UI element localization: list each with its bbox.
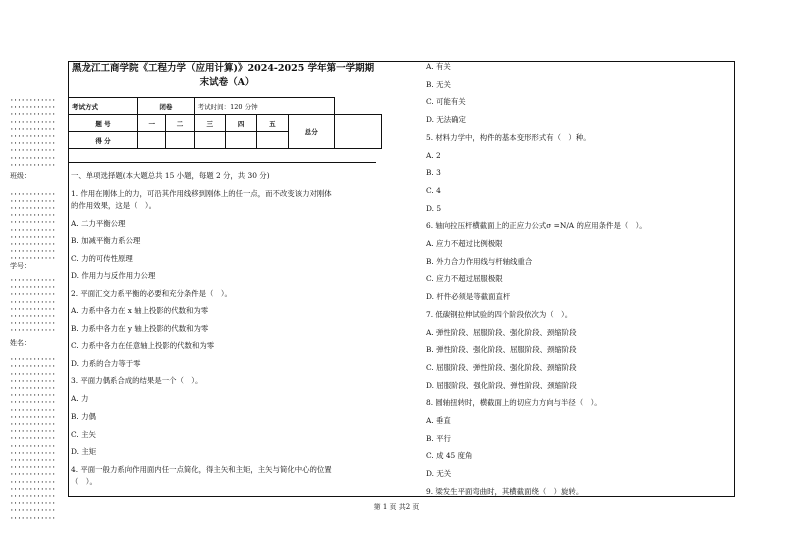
question-line: D. 杆件必须是等截面直杆	[426, 292, 511, 302]
exam-info-table	[68, 97, 382, 149]
question-line: C. 成 45 度角	[426, 451, 473, 461]
dotted-cut-line: ············	[10, 320, 56, 328]
question-line: 4. 平面一般力系向作用面内任一点简化，得主矢和主矩，主矢与简化中心的位置	[71, 465, 332, 474]
dotted-cut-line: ············	[10, 485, 56, 493]
exam-mode-label: 考试方式	[69, 98, 138, 115]
question-line: 7. 低碳钢拉伸试验的四个阶段依次为（ ）。	[426, 309, 573, 319]
question-line: D. 无关	[426, 469, 452, 479]
dotted-cut-line: ············	[10, 111, 56, 119]
score-label: 得 分	[69, 132, 138, 149]
question-line: 2. 平面汇交力系平衡的必要和充分条件是（ ）。	[71, 289, 232, 298]
exam-mode-value: 闭卷	[138, 98, 195, 115]
total-label: 总分	[288, 115, 335, 149]
question-line: C. 屈服阶段、弹性阶段、强化阶段、颈缩阶段	[426, 362, 577, 372]
page-footer: 第 1 页 共2 页	[373, 503, 420, 511]
question-line: A. 有关	[426, 62, 451, 71]
dotted-cut-line: ············	[10, 377, 56, 385]
dotted-cut-line: ············	[10, 284, 56, 292]
exam-title	[72, 62, 382, 90]
question-line: D. 5	[426, 203, 442, 213]
name-label: 姓名：	[10, 339, 31, 347]
question-line: B. 外力合力作用线与杆轴线重合	[426, 256, 533, 266]
question-line: B. 无关	[426, 79, 451, 89]
dotted-cut-line: ············	[10, 133, 56, 140]
exam-time: 考试时间：120 分钟	[194, 98, 334, 115]
question-line: 9. 梁发生平面弯曲时，其横截面绕（ ）旋转。	[426, 486, 584, 496]
dotted-cut-line: ············	[10, 255, 56, 263]
dotted-cut-line: ············	[10, 327, 56, 335]
question-line: 的作用效果，这是（ ）。	[71, 201, 156, 210]
question-line: A. 二力平衡公理	[71, 219, 126, 228]
question-no-label: 题 号	[69, 115, 138, 132]
dotted-cut-line: ············	[10, 392, 56, 400]
dotted-cut-line: ············	[10, 435, 56, 443]
dotted-cut-line: ············	[10, 233, 56, 241]
title-line-1: 黑龙江工商学院《工程力学（应用计算)》2024-2025 学年第一学期期	[72, 63, 375, 74]
question-line: D. 屈服阶段、强化阶段、弹性阶段、颈缩阶段	[426, 380, 577, 390]
dotted-cut-line: ············	[10, 197, 56, 205]
question-line: C. 应力不超过屈服极限	[426, 274, 503, 284]
dotted-cut-line: ············	[10, 298, 56, 306]
col-1: 一	[138, 115, 166, 132]
dotted-cut-line: ············	[10, 161, 56, 169]
col-3: 三	[194, 115, 225, 132]
score-cell-4[interactable]	[225, 132, 256, 149]
dotted-cut-line: ············	[10, 241, 56, 248]
question-line: B. 加减平衡力系公理	[71, 236, 141, 245]
dotted-cut-line: ············	[10, 493, 56, 500]
question-line: B. 3	[426, 168, 441, 178]
question-line: D. 无法确定	[426, 115, 466, 125]
question-line: B. 力偶	[71, 412, 96, 421]
question-line: 5. 材料力学中，构件的基本变形形式有（ ）种。	[426, 132, 591, 142]
dotted-cut-line: ············	[10, 212, 56, 220]
question-line: A. 弹性阶段、屈服阶段、强化阶段、颈缩阶段	[426, 327, 577, 337]
dotted-cut-line: ············	[10, 370, 56, 378]
question-line: A. 垂直	[426, 416, 451, 425]
question-line: 3. 平面力偶系合成的结果是一个（ ）。	[71, 376, 203, 385]
total-score-cell[interactable]	[335, 115, 382, 149]
score-cell-2[interactable]	[166, 132, 194, 149]
dotted-cut-line: ············	[10, 97, 56, 104]
dotted-cut-line: ············	[10, 226, 56, 234]
col-2: 二	[166, 115, 194, 132]
question-line: A. 应力不超过比例极限	[426, 239, 503, 248]
dotted-cut-line: ············	[10, 428, 56, 436]
dotted-cut-line: ············	[10, 385, 56, 392]
dotted-cut-line: ············	[10, 125, 56, 133]
dotted-cut-line: ············	[10, 500, 56, 508]
question-line: C. 力系中各力在任意轴上投影的代数和为零	[71, 341, 215, 350]
col-5: 五	[257, 115, 288, 132]
question-line: C. 可能有关	[426, 97, 466, 107]
question-line: D. 主矩	[71, 447, 97, 456]
dotted-cut-line: ············	[10, 154, 56, 162]
dotted-cut-line: ············	[10, 421, 56, 428]
col-4: 四	[225, 115, 256, 132]
question-line: 8. 圆轴扭转时，横截面上的切应力方向与半径（ ）。	[426, 398, 602, 408]
question-line: C. 力的可传性原理	[71, 254, 133, 263]
dotted-cut-line: ············	[10, 305, 56, 313]
student-no-label: 学号：	[10, 262, 31, 270]
question-line: D. 力系的合力等于零	[71, 359, 141, 368]
dotted-cut-line: ············	[10, 413, 56, 421]
dotted-cut-line: ············	[10, 248, 56, 256]
question-line: C. 主矢	[71, 430, 96, 439]
question-line: B. 平行	[426, 433, 451, 443]
question-line: B. 力系中各力在 y 轴上投影的代数和为零	[71, 324, 209, 333]
dotted-cut-line: ············	[10, 406, 56, 414]
dotted-cut-line: ············	[10, 356, 56, 364]
question-line: A. 力	[71, 394, 89, 403]
dotted-cut-line: ············	[10, 442, 56, 450]
dotted-cut-line: ············	[10, 514, 56, 522]
dotted-cut-line: ············	[10, 219, 56, 227]
dotted-cut-line: ············	[10, 277, 56, 284]
dotted-cut-line: ············	[10, 291, 56, 299]
question-line: 1. 作用在刚体上的力，可沿其作用线移到刚体上的任一点，而不改变该力对刚体	[71, 189, 332, 198]
dotted-cut-line: ············	[10, 464, 56, 472]
score-cell-3[interactable]	[194, 132, 225, 149]
question-line: C. 4	[426, 185, 441, 195]
score-cell-1[interactable]	[138, 132, 166, 149]
dotted-cut-line: ············	[10, 118, 56, 126]
question-line: 6. 轴向拉压杆横截面上的正应力公式σ =N/A 的应用条件是（ ）。	[426, 221, 647, 231]
question-line: A. 2	[426, 150, 441, 160]
question-line: D. 作用力与反作用力公理	[71, 271, 156, 280]
dotted-cut-line: ············	[10, 399, 56, 407]
dotted-cut-line: ············	[10, 363, 56, 371]
question-line: （ ）。	[71, 477, 97, 486]
question-line: B. 弹性阶段、强化阶段、屈服阶段、颈缩阶段	[426, 345, 577, 355]
dotted-cut-line: ············	[10, 507, 56, 515]
dotted-cut-line: ············	[10, 104, 56, 112]
dotted-cut-line: ············	[10, 449, 56, 457]
section-heading: 一、单项选择题(本大题总共 15 小题，每题 2 分，共 30 分)	[71, 171, 270, 180]
divider	[68, 162, 376, 163]
title-line-2: 末试卷（A）	[199, 77, 255, 88]
dotted-cut-line: ············	[10, 190, 56, 198]
class-label: 班级：	[10, 172, 31, 180]
dotted-cut-line: ············	[10, 478, 56, 486]
dotted-cut-line: ············	[10, 313, 56, 320]
question-line: A. 力系中各力在 x 轴上投影的代数和为零	[71, 306, 209, 315]
dotted-cut-line: ············	[10, 471, 56, 479]
dotted-cut-line: ············	[10, 140, 56, 148]
score-cell-5[interactable]	[257, 132, 288, 149]
dotted-cut-line: ············	[10, 457, 56, 464]
dotted-cut-line: ············	[10, 147, 56, 155]
dotted-cut-line: ············	[10, 205, 56, 212]
